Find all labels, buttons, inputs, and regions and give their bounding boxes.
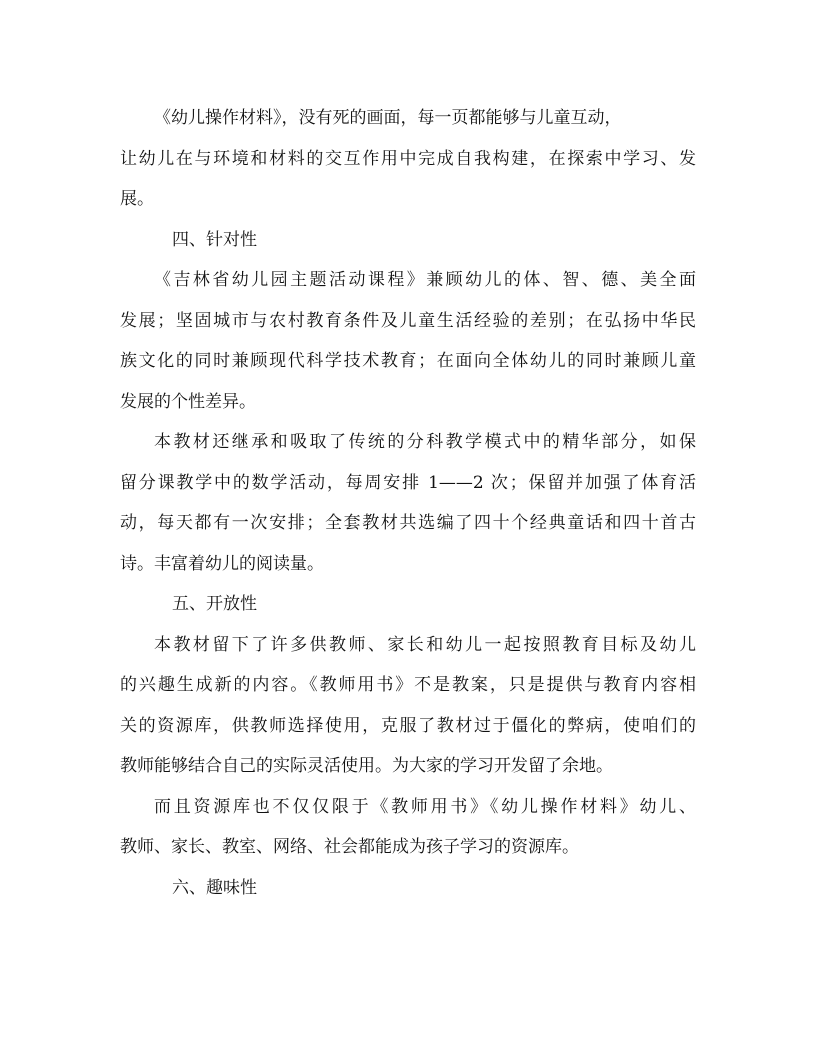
text-line: 《幼儿操作材料》，没有死的画面，每一页都能够与儿童互动， [154, 108, 622, 128]
text-line: 本教材还继承和吸取了传统的分科教学模式中的精华部分，如保 [154, 432, 696, 452]
heading-targeted: 四、针对性 [172, 229, 257, 250]
text-line: 的兴趣生成新的内容。《教师用书》不是教案，只是提供与教育内容相 [120, 675, 696, 695]
paragraph-curriculum [120, 260, 696, 422]
paragraph-teacher-book [120, 625, 696, 787]
text-line: 发展；坚固城市与农村教育条件及儿童生活经验的差别；在弘扬中华民 [120, 310, 696, 331]
text-line: 本教材留下了许多供教师、家长和幼儿一起按照教育目标及幼儿 [154, 634, 696, 655]
heading-fun: 六、趣味性 [172, 877, 257, 898]
text-line: 展。 [120, 189, 154, 209]
text-line: 让幼儿在与环境和材料的交互作用中完成自我构建，在探索中学习、发 [120, 148, 696, 169]
text-line: 诗。丰富着幼儿的阅读量。 [120, 553, 324, 574]
text-line: 族文化的同时兼顾现代科学技术教育；在面向全体幼儿的同时兼顾儿童 [120, 351, 696, 371]
text-line: 动，每天都有一次安排；全套教材共选编了四十个经典童话和四十首古 [120, 513, 696, 533]
text-line: 教师能够结合自己的实际灵活使用。为大家的学习开发留了余地。 [120, 756, 613, 776]
document-body [120, 98, 696, 908]
text-line: 教师、家长、教室、网络、社会都能成为孩子学习的资源库。 [120, 837, 579, 857]
text-line: 而且资源库也不仅仅限于《教师用书》《幼儿操作材料》幼儿、 [154, 796, 696, 817]
paragraph-resources [120, 787, 696, 868]
text-line: 发展的个性差异。 [120, 391, 256, 412]
paragraph-materials [120, 98, 696, 220]
heading-openness: 五、开放性 [172, 594, 257, 614]
text-line: 《吉林省幼儿园主题活动课程》兼顾幼儿的体、智、德、美全面 [154, 270, 696, 290]
text-line: 留分课教学中的数学活动，每周安排 1——2 次；保留并加强了体育活 [120, 472, 696, 493]
text-line: 关的资源库，供教师选择使用，克服了教材过于僵化的弊病，使咱们的 [120, 715, 696, 736]
paragraph-inheritance [120, 422, 696, 584]
